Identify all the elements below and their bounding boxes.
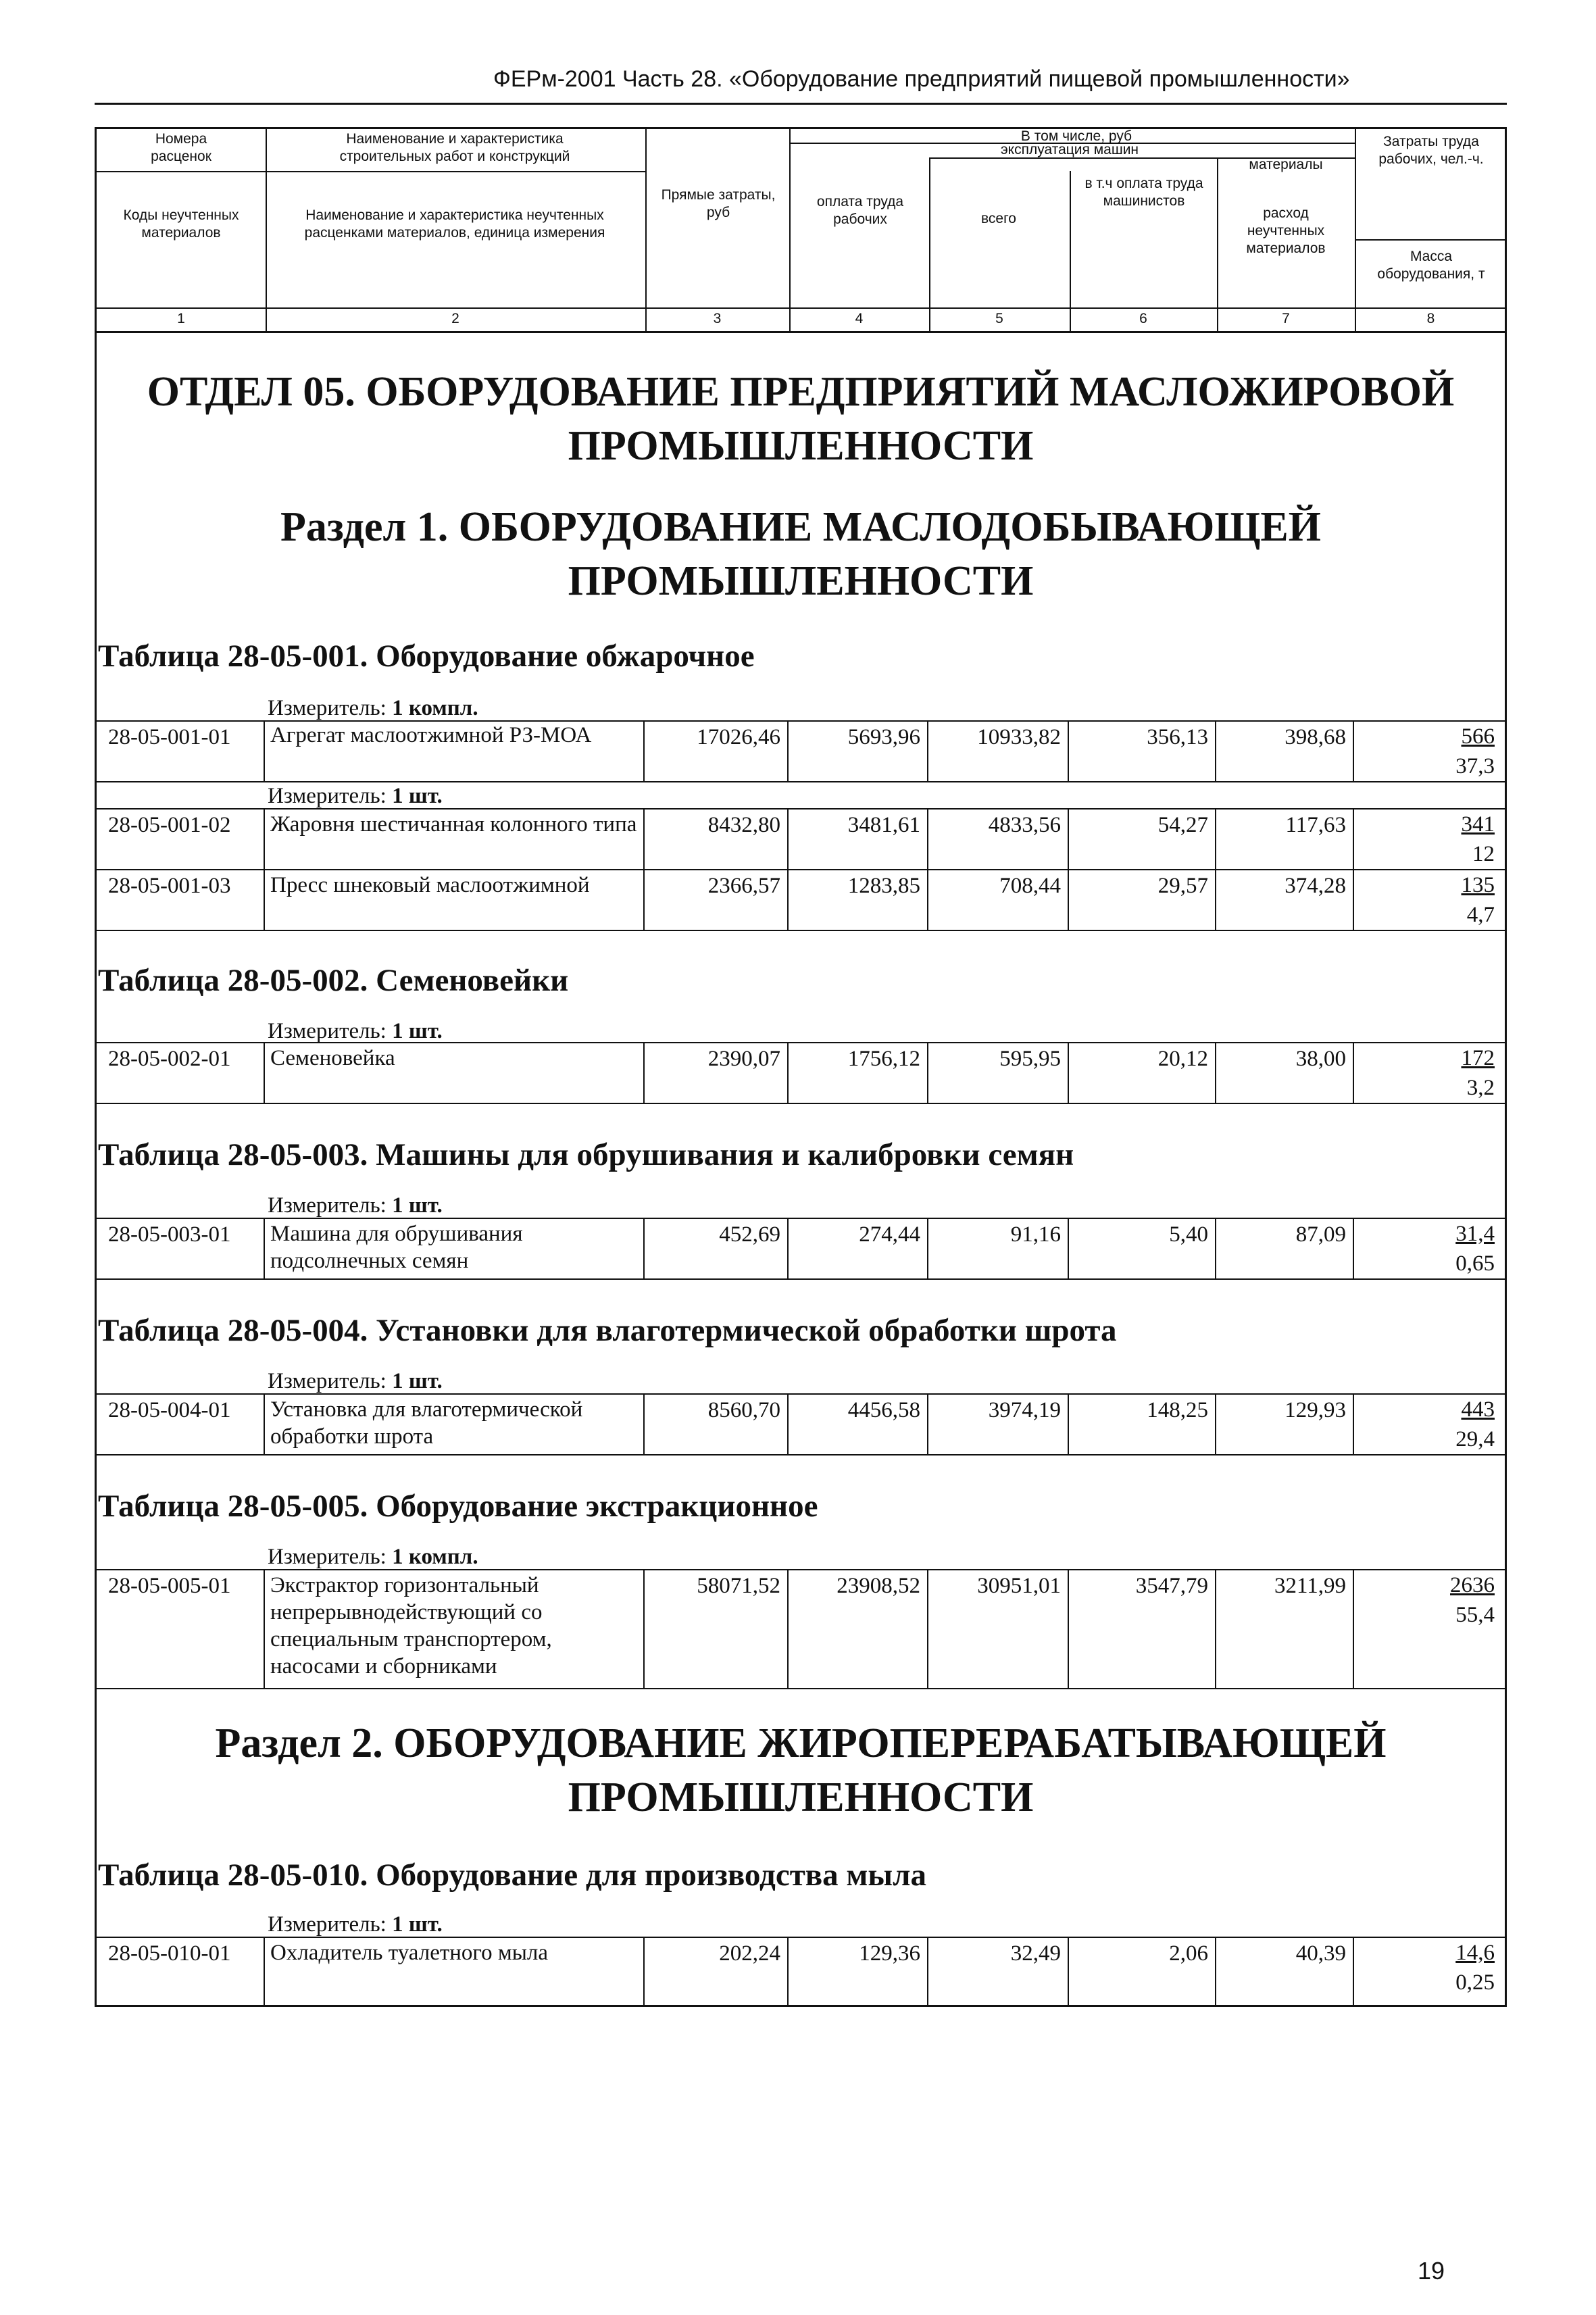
col1-top: Номера расценок bbox=[151, 131, 211, 164]
col6: в т.ч оплата труда машинистов bbox=[1084, 176, 1203, 209]
table-row bbox=[95, 720, 1507, 782]
row-machines: 10933,82 bbox=[977, 725, 1061, 749]
row-labor: 23908,52 bbox=[837, 1574, 920, 1598]
col-number: 1 bbox=[177, 311, 185, 326]
row-name: Установка для влаготермической обработки шрота bbox=[270, 1397, 583, 1449]
row-direct: 8432,80 bbox=[707, 813, 780, 837]
row-mass: 0,25 bbox=[1455, 1970, 1495, 1995]
row-machinists: 2,06 bbox=[1169, 1941, 1208, 1966]
row-mass: 55,4 bbox=[1455, 1603, 1495, 1627]
row-mass: 37,3 bbox=[1455, 754, 1495, 778]
row-direct: 2366,57 bbox=[707, 874, 780, 898]
unit-line: Измеритель: 1 шт. bbox=[268, 1912, 443, 1937]
row-mass: 29,4 bbox=[1455, 1427, 1495, 1451]
row-machinists: 356,13 bbox=[1147, 725, 1208, 749]
row-code: 28-05-010-01 bbox=[108, 1941, 231, 1966]
row-labor: 4456,58 bbox=[847, 1398, 920, 1422]
row-direct: 202,24 bbox=[719, 1941, 780, 1966]
row-direct: 8560,70 bbox=[707, 1398, 780, 1422]
row-machines: 708,44 bbox=[999, 874, 1061, 898]
col-number: 7 bbox=[1282, 311, 1290, 326]
row-materials: 38,00 bbox=[1295, 1047, 1346, 1071]
row-labor: 129,36 bbox=[859, 1941, 920, 1966]
table-row bbox=[95, 1042, 1507, 1104]
page-number: 19 bbox=[1418, 2257, 1445, 2285]
row-machinists: 148,25 bbox=[1147, 1398, 1208, 1422]
unit-line: Измеритель: 1 компл. bbox=[268, 1545, 478, 1569]
table-title: Таблица 28-05-010. Оборудование для производства мыла bbox=[98, 1858, 926, 1893]
row-mass: 4,7 bbox=[1466, 903, 1495, 927]
row-machines: 32,49 bbox=[1010, 1941, 1061, 1966]
table-title: Таблица 28-05-004. Установки для влаготермической обработки шрота bbox=[98, 1313, 1117, 1348]
table-row bbox=[95, 869, 1507, 931]
title-rule bbox=[95, 103, 1507, 105]
row-machinists: 54,27 bbox=[1157, 813, 1208, 837]
unit-line: Измеритель: 1 шт. bbox=[268, 1369, 443, 1393]
table-row bbox=[95, 1218, 1507, 1280]
table-title: Таблица 28-05-001. Оборудование обжарочное bbox=[98, 639, 755, 674]
col-number: 2 bbox=[451, 311, 459, 326]
row-name: Машина для обрушивания подсолнечных семян bbox=[270, 1222, 523, 1273]
row-name: Жаровня шестичанная колонного типа bbox=[270, 812, 637, 837]
row-hours: 341 bbox=[1461, 812, 1495, 837]
col-number: 5 bbox=[995, 311, 1003, 326]
row-hours: 14,6 bbox=[1455, 1941, 1495, 1965]
row-code: 28-05-001-02 bbox=[108, 813, 231, 837]
row-direct: 58071,52 bbox=[697, 1574, 780, 1598]
table-title: Таблица 28-05-003. Машины для обрушивания и калибровки семян bbox=[98, 1137, 1074, 1172]
table-row bbox=[95, 1393, 1507, 1455]
row-mass: 0,65 bbox=[1455, 1251, 1495, 1276]
table-title: Таблица 28-05-002. Семеновейки bbox=[98, 963, 569, 998]
row-machines: 595,95 bbox=[999, 1047, 1061, 1071]
col5: всего bbox=[981, 211, 1016, 226]
col-number: 6 bbox=[1139, 311, 1147, 326]
row-hours: 2636 bbox=[1450, 1573, 1495, 1597]
group-header: В том числе, руб bbox=[1020, 128, 1132, 144]
row-code: 28-05-003-01 bbox=[108, 1222, 231, 1247]
col3: Прямые затраты, руб bbox=[661, 187, 776, 220]
row-code: 28-05-004-01 bbox=[108, 1398, 231, 1422]
page-title: ФЕРм-2001 Часть 28. «Оборудование предприятий пищевой промышленности» bbox=[493, 66, 1350, 92]
row-name: Охладитель туалетного мыла bbox=[270, 1941, 549, 1965]
row-code: 28-05-001-03 bbox=[108, 874, 231, 898]
table-row bbox=[95, 1569, 1507, 1689]
col4: оплата труда рабочих bbox=[816, 194, 904, 227]
row-machines: 30951,01 bbox=[977, 1574, 1061, 1598]
row-hours: 135 bbox=[1461, 873, 1495, 897]
row-code: 28-05-001-01 bbox=[108, 725, 231, 749]
row-materials: 129,93 bbox=[1285, 1398, 1346, 1422]
row-direct: 17026,46 bbox=[697, 725, 780, 749]
table-row bbox=[95, 1937, 1507, 2007]
materials-header: материалы bbox=[1249, 157, 1323, 172]
row-direct: 2390,07 bbox=[707, 1047, 780, 1071]
unit-line: Измеритель: 1 шт. bbox=[268, 1019, 443, 1043]
col-number: 4 bbox=[855, 311, 864, 326]
row-name: Экстрактор горизонтальный непрерывнодействующий со специальным транспортером, насосами и сборниками bbox=[270, 1573, 552, 1678]
row-materials: 398,68 bbox=[1285, 725, 1346, 749]
row-hours: 31,4 bbox=[1455, 1222, 1495, 1246]
row-hours: 443 bbox=[1461, 1397, 1495, 1422]
table-row bbox=[95, 808, 1507, 870]
row-name: Агрегат маслоотжимной РЗ-МОА bbox=[270, 723, 592, 747]
row-hours: 566 bbox=[1461, 724, 1495, 749]
col8-bottom: Масса оборудования, т bbox=[1377, 249, 1485, 282]
row-labor: 274,44 bbox=[859, 1222, 920, 1247]
row-labor: 5693,96 bbox=[847, 725, 920, 749]
row-materials: 3211,99 bbox=[1274, 1574, 1346, 1598]
column-header-table bbox=[95, 127, 1507, 333]
col1-bottom: Коды неучтенных материалов bbox=[123, 207, 239, 241]
col-number: 3 bbox=[713, 311, 722, 326]
row-code: 28-05-005-01 bbox=[108, 1574, 231, 1598]
machines-header: эксплуатация машин bbox=[1000, 142, 1139, 157]
col8-top: Затраты труда рабочих, чел.-ч. bbox=[1378, 134, 1484, 167]
row-materials: 374,28 bbox=[1285, 874, 1346, 898]
row-machines: 4833,56 bbox=[988, 813, 1061, 837]
unit-line: Измеритель: 1 компл. bbox=[268, 696, 478, 720]
table-title: Таблица 28-05-005. Оборудование экстракционное bbox=[98, 1489, 818, 1524]
row-machinists: 20,12 bbox=[1157, 1047, 1208, 1071]
row-labor: 1283,85 bbox=[847, 874, 920, 898]
col2-top: Наименование и характеристика строительных работ и конструкций bbox=[339, 131, 570, 164]
row-mass: 3,2 bbox=[1466, 1076, 1495, 1100]
section-2-heading: Раздел 2. ОБОРУДОВАНИЕ ЖИРОПЕРЕРАБАТЫВАЮЩЕЙ ПРОМЫШЛЕННОСТИ bbox=[215, 1720, 1387, 1820]
row-materials: 117,63 bbox=[1285, 813, 1346, 837]
row-direct: 452,69 bbox=[719, 1222, 780, 1247]
row-labor: 1756,12 bbox=[847, 1047, 920, 1071]
row-machinists: 5,40 bbox=[1169, 1222, 1208, 1247]
col2-bottom: Наименование и характеристика неучтенных расценками материалов, единица измерения bbox=[304, 207, 605, 241]
unit-line: Измеритель: 1 шт. bbox=[268, 784, 443, 808]
row-machinists: 3547,79 bbox=[1135, 1574, 1208, 1598]
row-labor: 3481,61 bbox=[847, 813, 920, 837]
row-hours: 172 bbox=[1461, 1046, 1495, 1070]
department-heading: ОТДЕЛ 05. ОБОРУДОВАНИЕ ПРЕДПРИЯТИЙ МАСЛОЖИРОВОЙ ПРОМЫШЛЕННОСТИ bbox=[147, 369, 1455, 469]
col-number: 8 bbox=[1426, 311, 1435, 326]
row-name: Пресс шнековый маслоотжимной bbox=[270, 873, 590, 897]
unit-line: Измеритель: 1 шт. bbox=[268, 1193, 443, 1218]
row-machines: 3974,19 bbox=[988, 1398, 1061, 1422]
row-materials: 40,39 bbox=[1295, 1941, 1346, 1966]
row-materials: 87,09 bbox=[1295, 1222, 1346, 1247]
row-machines: 91,16 bbox=[1010, 1222, 1061, 1247]
col7: расход неучтенных материалов bbox=[1246, 205, 1326, 256]
section-1-heading: Раздел 1. ОБОРУДОВАНИЕ МАСЛОДОБЫВАЮЩЕЙ ПРОМЫШЛЕННОСТИ bbox=[280, 504, 1322, 604]
row-name: Семеновейка bbox=[270, 1046, 395, 1070]
row-mass: 12 bbox=[1472, 842, 1495, 866]
row-code: 28-05-002-01 bbox=[108, 1047, 231, 1071]
row-machinists: 29,57 bbox=[1157, 874, 1208, 898]
